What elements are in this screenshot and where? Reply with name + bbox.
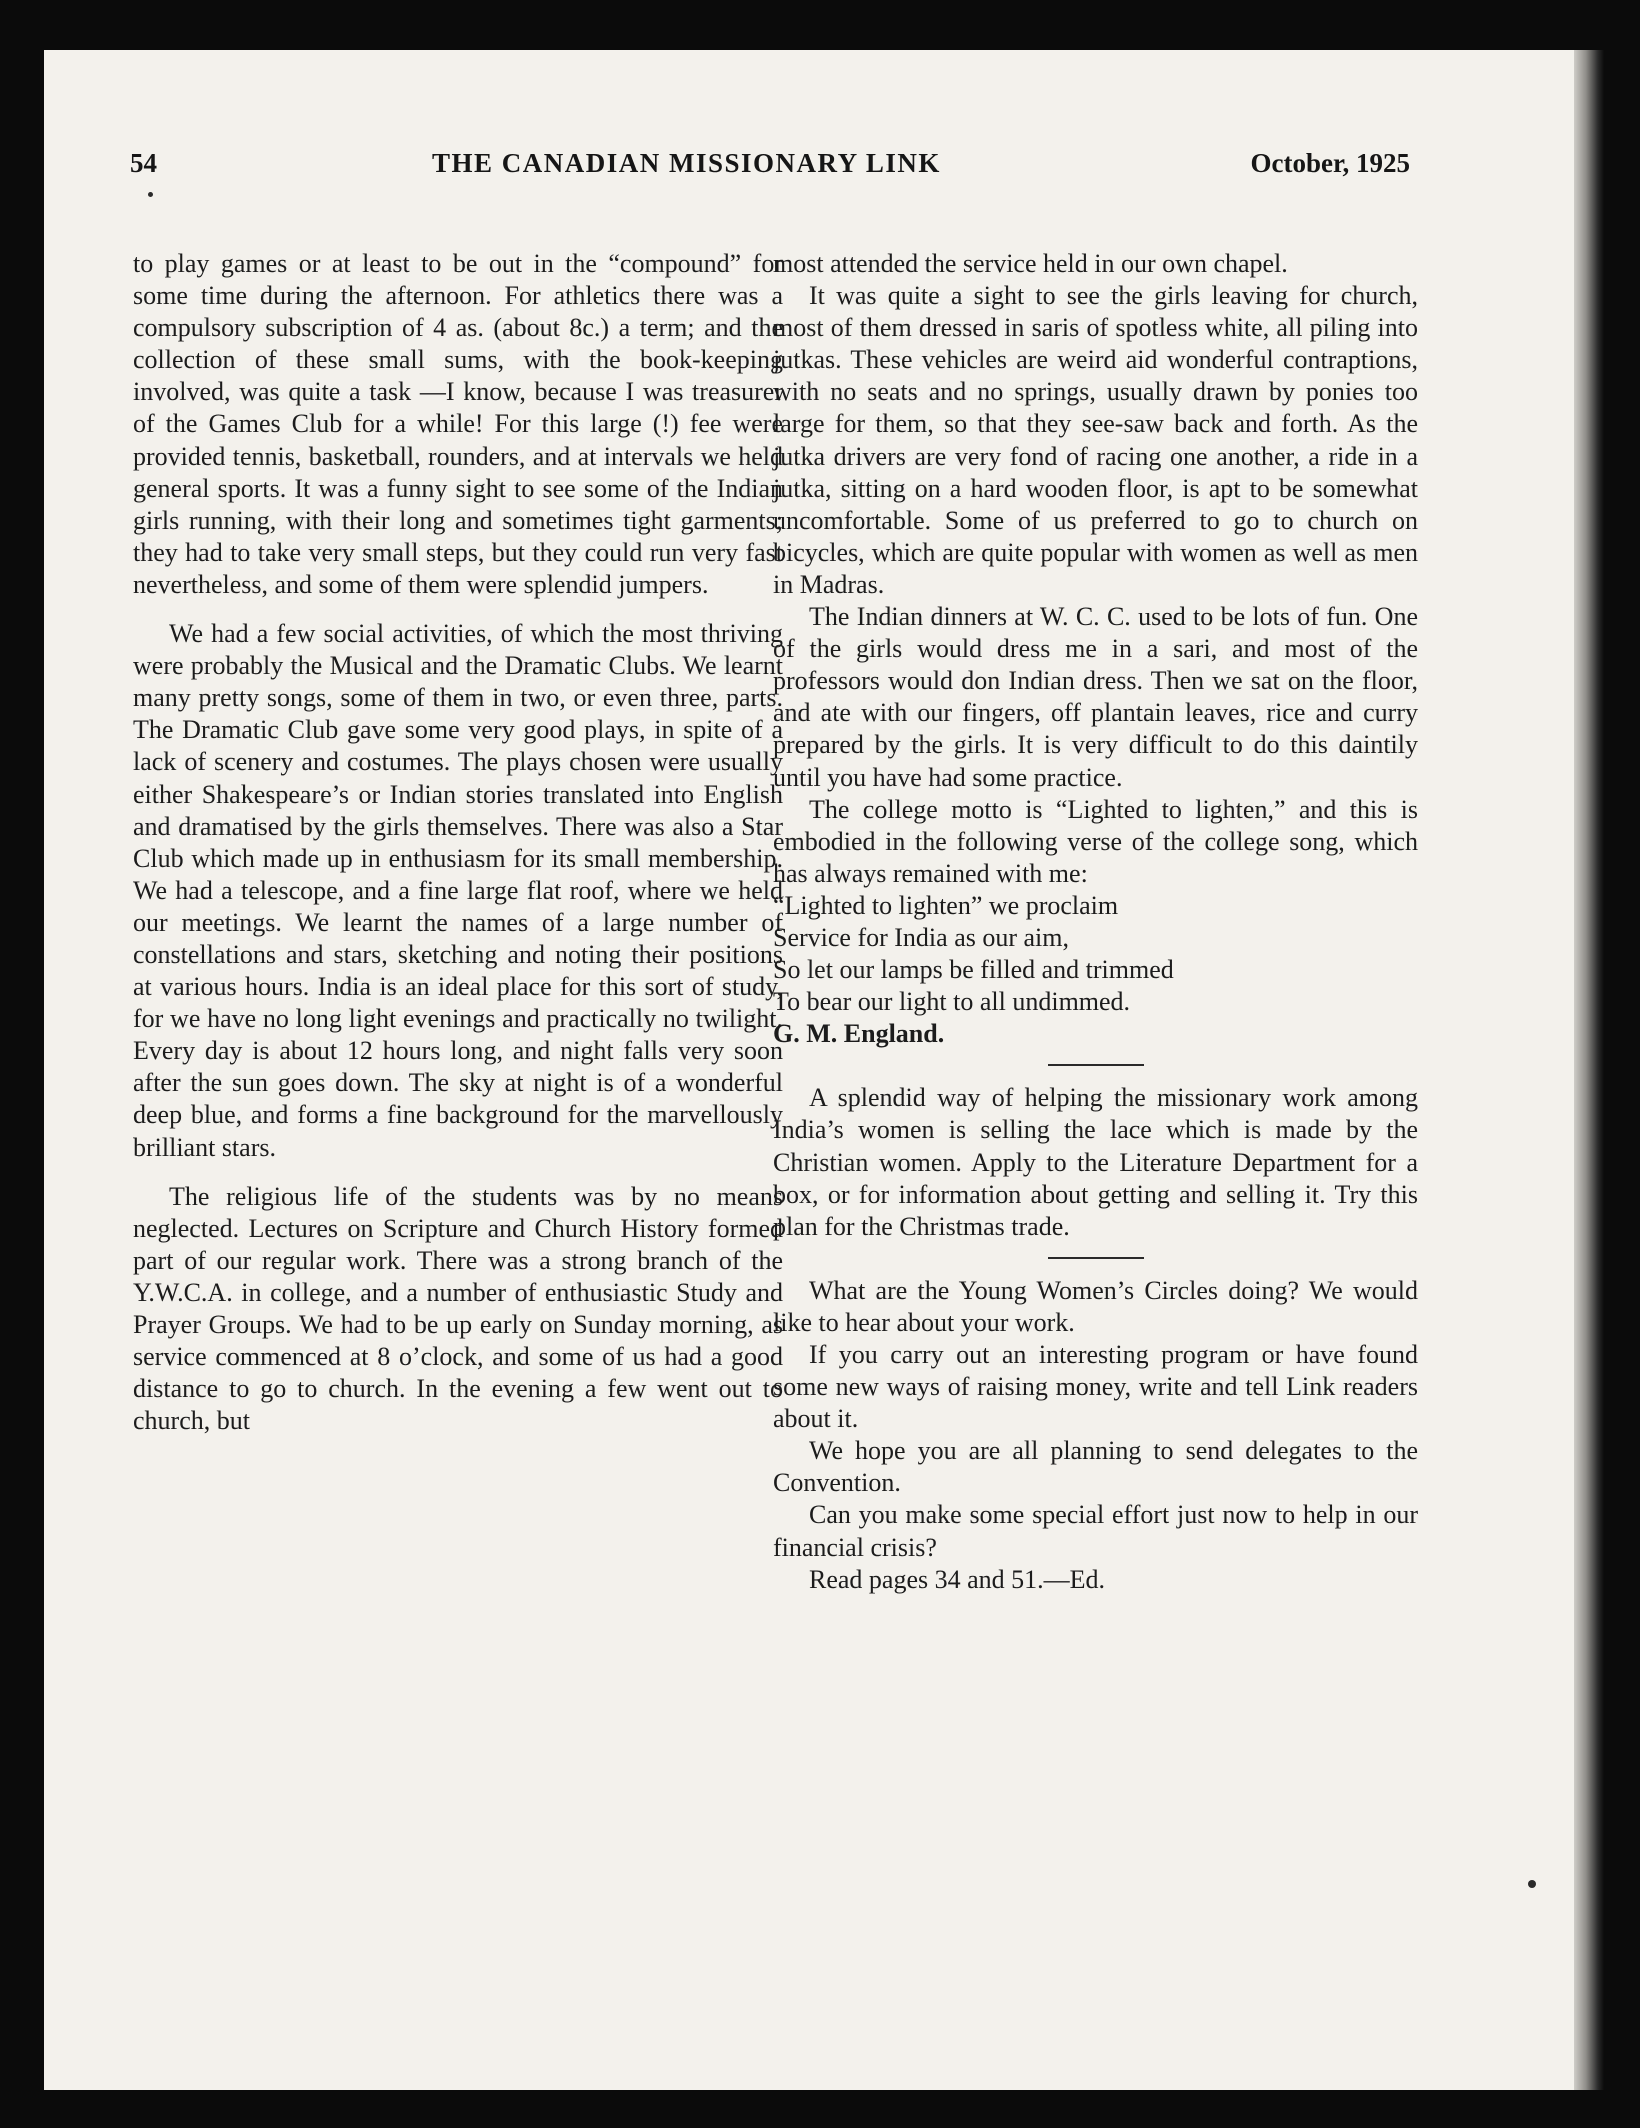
verse-line: To bear our light to all undimmed. — [773, 987, 1131, 1017]
paragraph-editor-note: Read pages 34 and 51.—Ed. — [809, 1564, 1106, 1594]
page-header — [130, 148, 1410, 188]
journal-title: THE CANADIAN MISSIONARY LINK — [432, 148, 941, 178]
paragraph-financial-crisis: Can you make some special effort just now to help in our financial crisis? — [773, 1500, 1418, 1562]
paragraph-indian-dinners: The Indian dinners at W. C. C. used to be lots of fun. One of the girls would dress me in a sari, and most of the professors would don Indian dress. Then we sat on the floor, and ate with our fingers, off plantain leaves, rice and curry prepared by the girls. It is very difficult to do this daintily until you have had some practice. — [773, 602, 1418, 792]
section-divider — [1048, 1257, 1144, 1259]
ink-speck — [148, 192, 153, 197]
issue-date: October, 1925 — [1250, 148, 1410, 178]
verse-line: “Lighted to lighten” we proclaim — [773, 890, 1119, 920]
college-song-verse — [773, 890, 1418, 1018]
left-column — [133, 248, 783, 1437]
right-column — [773, 248, 1418, 1596]
paragraph-program: If you carry out an interesting program or have found some new ways of raising money, write and tell Link readers about it. — [773, 1340, 1418, 1434]
paragraph-jutkas: It was quite a sight to see the girls leaving for church, most of them dressed in saris of spotless white, all piling into jutkas. These vehicles are weird aid wonderful contraptions, with no seats and no springs, usually drawn by ponies too large for them, so that they see-saw back and forth. As the jutka drivers are very fond of racing one another, a ride in a jutka, sitting on a hard wooden floor, is apt to be somewhat uncomfortable. Some of us preferred to go to church on bicycles, which are quite popular with women as well as men in Madras. — [773, 281, 1418, 599]
paragraph-gap — [133, 1164, 783, 1181]
paragraph-social-activities: We had a few social activities, of which the most thriving were probably the Musical and the Dramatic Clubs. We learnt many pretty songs, some of them in two, or even three, parts. The Dramatic Club gave some very good plays, in spite of a lack of scenery and costumes. The plays chosen were usually either Shakespeare’s or Indian stories translated into English and dramatised by the girls themselves. There was also a Star Club which made up in enthusiasm for its small membership. We had a telescope, and a fine large flat roof, where we held our meetings. We learnt the names of a large number of constellations and stars, sketching and noting their positions at various hours. India is an ideal place for this sort of study, for we have no long light evenings and practically no twilight. Every day is about 12 hours long, and night falls very soon after the sun goes down. The sky at night is of a wonderful deep blue, and forms a fine background for the marvellously brilliant stars. — [133, 619, 783, 1162]
page-spine-shadow — [1574, 50, 1604, 2090]
paragraph-chapel: most attended the service held in our own chapel. — [773, 249, 1288, 278]
paragraph-gap — [133, 601, 783, 618]
section-divider — [1048, 1064, 1144, 1066]
paragraph-athletics: to play games or at least to be out in the “compound” for some time during the afternoon. For athletics there was a compulsory subscription of 4 as. (about 8c.) a term; and the collection of these small sums, with the book-keeping involved, was quite a task —I know, because I was treasurer of the Games Club for a while! For this large (!) fee were provided tennis, basketball, rounders, and at intervals we held general sports. It was a funny sight to see some of the Indian girls running, with their long and sometimes tight garments; they had to take very small steps, but they could run very fast nevertheless, and some of them were splendid jumpers. — [133, 249, 783, 599]
paragraph-lace-sales: A splendid way of helping the missionary work among India’s women is selling the lace which is made by the Christian women. Apply to the Literature Department for a box, or for information about getting and selling it. Try this plan for the Christmas trade. — [773, 1083, 1418, 1241]
ink-speck — [1528, 1880, 1536, 1888]
verse-line: Service for India as our aim, — [773, 922, 1070, 952]
paragraph-young-womens-circles: What are the Young Women’s Circles doing? We would like to hear about your work. — [773, 1275, 1418, 1337]
paragraph-convention: We hope you are all planning to send delegates to the Convention. — [773, 1436, 1418, 1498]
verse-line: So let our lamps be filled and trimmed — [773, 955, 1174, 985]
paragraph-college-motto: The college motto is “Lighted to lighten,” and this is embodied in the following verse of the college song, which has always remained with me: — [773, 794, 1418, 888]
author-signature: G. M. England. — [773, 1019, 945, 1049]
page-number: 54 — [130, 148, 157, 178]
paragraph-religious-life: The religious life of the students was by no means neglected. Lectures on Scripture and Church History formed part of our regular work. There was a strong branch of the Y.W.C.A. in college, and a number of enthusiastic Study and Prayer Groups. We had to be up early on Sunday morning, as service commenced at 8 o’clock, and some of us had a good distance to go to church. In the evening a few went out to church, but — [133, 1181, 783, 1436]
